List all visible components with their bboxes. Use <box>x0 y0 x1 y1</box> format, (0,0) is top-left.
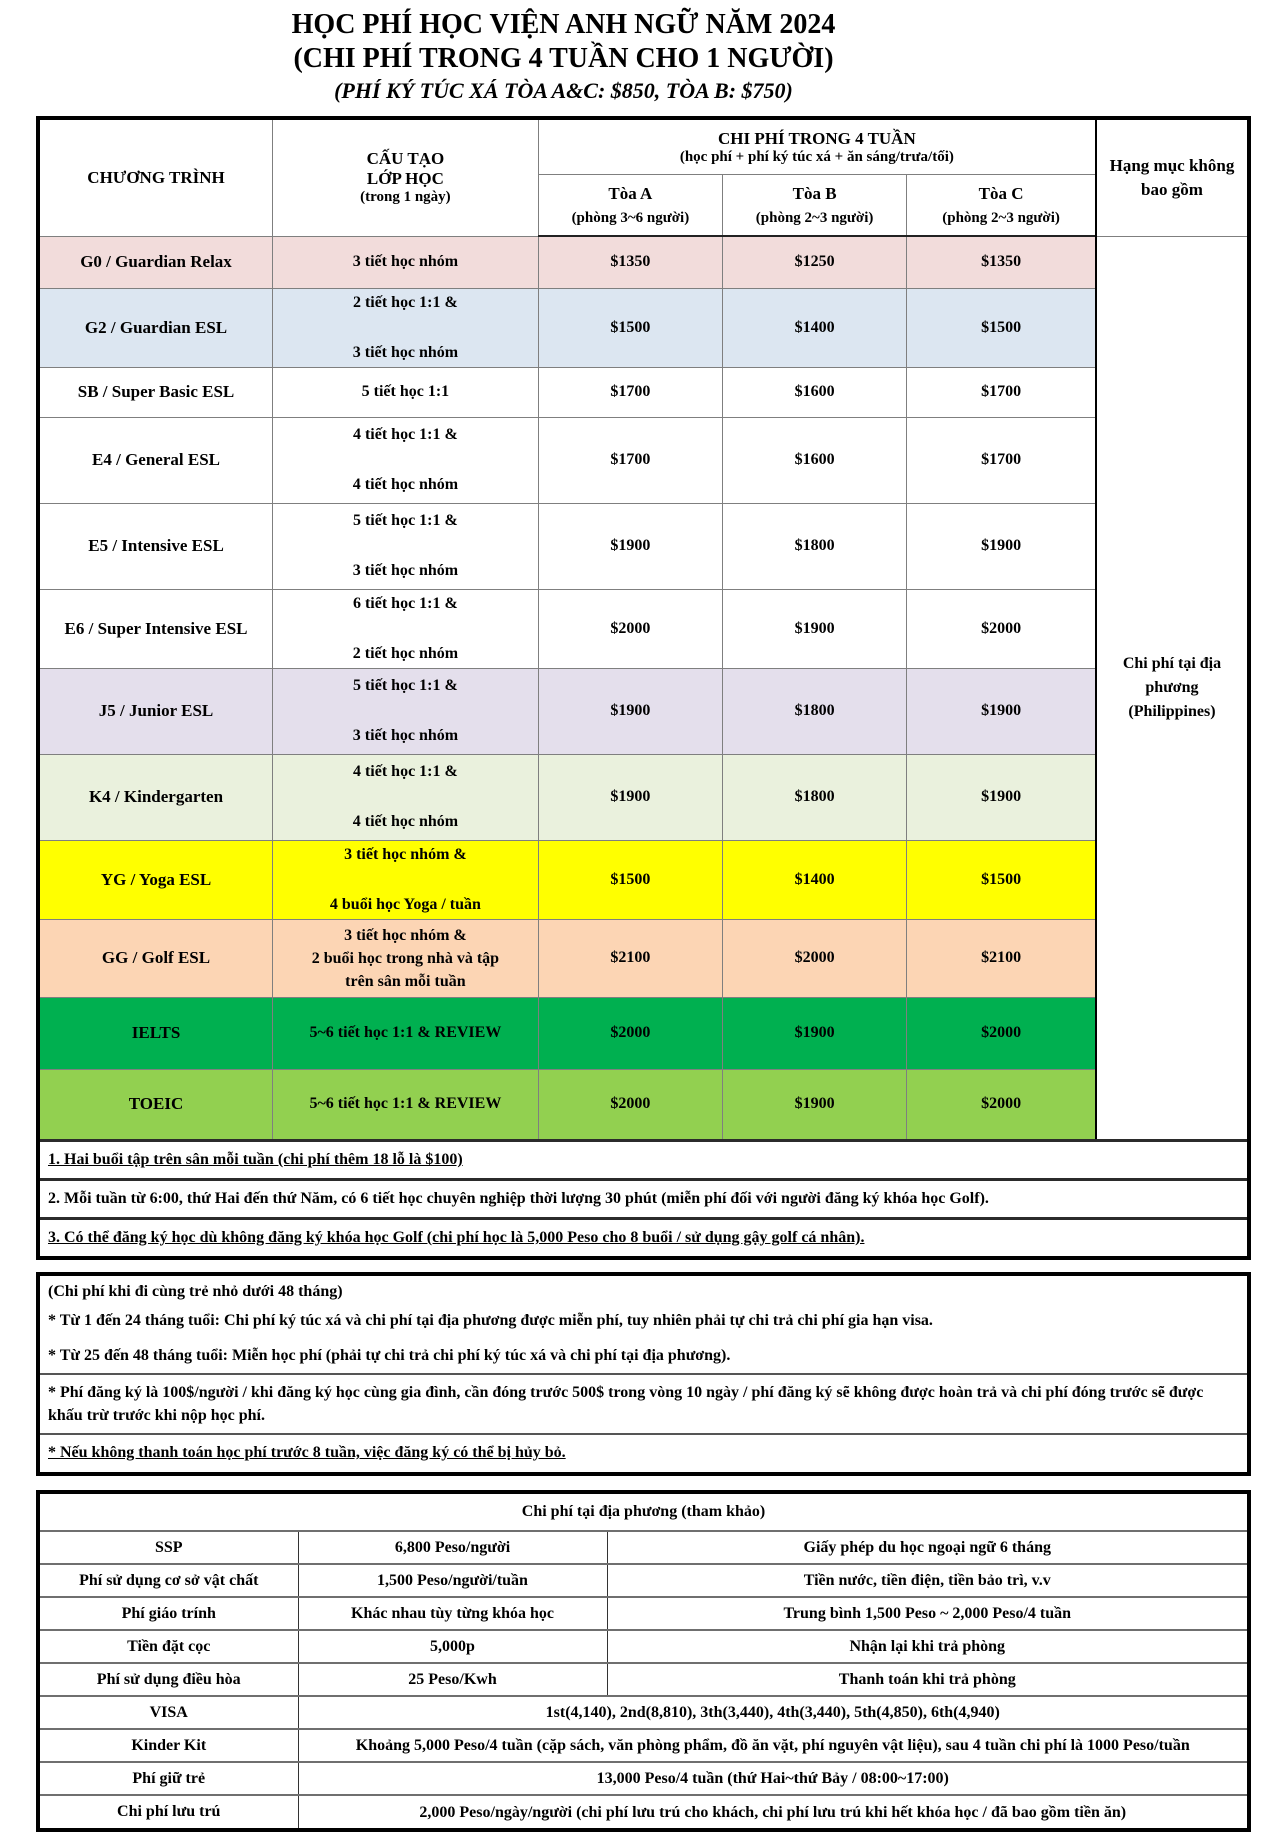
price-tower-b: $2000 <box>722 919 906 997</box>
tuition-table <box>40 120 1247 1139</box>
local-fees-table <box>40 1494 1247 1828</box>
price-tower-c: $2000 <box>907 1069 1096 1139</box>
tower-c-room: (phòng 2~3 người) <box>942 209 1060 226</box>
class-structure-line: 3 tiết học nhóm <box>352 727 459 744</box>
local-fee-row <box>40 1795 1247 1828</box>
fee-item-name: Kinder Kit <box>40 1729 298 1762</box>
price-tower-b: $1800 <box>722 754 906 840</box>
fee-merged-detail: Khoảng 5,000 Peso/4 tuần (cặp sách, văn phòng phẩm, đồ ăn vặt, phí nguyên vật liệu), sau 4 tuần chi phí là 1000 Peso/tuần <box>298 1729 1247 1762</box>
local-fee-row <box>40 1564 1247 1597</box>
class-structure-line: 4 tiết học nhóm <box>352 813 459 830</box>
program-name: YG / Yoga ESL <box>40 840 273 919</box>
program-name: GG / Golf ESL <box>40 919 273 997</box>
fee-merged-detail: 1st(4,140), 2nd(8,810), 3th(3,440), 4th(3,440), 5th(4,850), 6th(4,940) <box>298 1696 1247 1729</box>
price-tower-c: $1900 <box>907 668 1096 754</box>
excluded-note-line1: Chi phí tại địa phương <box>1122 654 1222 696</box>
footnote-text: 3. Có thể đăng ký học dù không đăng ký khóa học Golf (chi phí học là 5,000 Peso cho 8 buổi / sử dụng gậy golf cá nhân). <box>48 1229 865 1246</box>
title-line-1: HỌC PHÍ HỌC VIỆN ANH NGỮ NĂM 2024 <box>291 9 836 40</box>
class-structure <box>273 754 539 840</box>
price-tower-a: $1350 <box>538 236 722 288</box>
price-tower-a: $1700 <box>538 367 722 417</box>
tuition-table-box <box>36 116 1251 1260</box>
program-name: G2 / Guardian ESL <box>40 288 273 367</box>
price-tower-a: $2000 <box>538 589 722 668</box>
price-tower-b: $1400 <box>722 840 906 919</box>
class-structure-line: 4 buổi học Yoga / tuần <box>329 895 481 913</box>
structure-header-line1: CẤU TẠO <box>366 149 445 169</box>
tower-c-name: Tòa C <box>978 183 1024 203</box>
child-fees-heading: (Chi phí khi đi cùng trẻ nhỏ dưới 48 tháng) <box>48 1283 343 1300</box>
price-tower-c: $1700 <box>907 367 1096 417</box>
fee-cost: 5,000p <box>298 1630 607 1663</box>
class-structure-line: 2 tiết học 1:1 & <box>352 293 458 311</box>
fee-item-name: Phí sử dụng điều hòa <box>40 1663 298 1696</box>
fee-item-name: Phí giáo trính <box>40 1597 298 1630</box>
footnote <box>40 1139 1247 1178</box>
table-row <box>40 754 1247 840</box>
column-header-program: CHƯƠNG TRÌNH <box>40 120 273 236</box>
fee-description: Giấy phép du học ngoại ngữ 6 tháng <box>607 1531 1247 1564</box>
table-row <box>40 589 1247 668</box>
child-note <box>40 1373 1247 1433</box>
local-fees-box <box>36 1490 1251 1832</box>
child-note <box>40 1303 1247 1338</box>
title-line-3: (PHÍ KÝ TÚC XÁ TÒA A&C: $850, TÒA B: $750) <box>334 78 793 103</box>
table-row <box>40 503 1247 589</box>
footnote <box>40 1178 1247 1217</box>
class-structure-line: 3 tiết học nhóm & <box>344 845 467 863</box>
program-name: SB / Super Basic ESL <box>40 367 273 417</box>
structure-header-line2: LỚP HỌC <box>366 169 444 189</box>
table-row <box>40 919 1247 997</box>
class-structure-line: 5 tiết học 1:1 & <box>352 512 458 529</box>
table-row <box>40 668 1247 754</box>
class-structure-line: 2 tiết học nhóm <box>352 644 459 662</box>
price-tower-a: $1500 <box>538 840 722 919</box>
class-structure-line: 3 tiết học nhóm <box>352 562 459 579</box>
excluded-items-note <box>1096 236 1247 1139</box>
fee-cost: Khác nhau tùy từng khóa học <box>298 1597 607 1630</box>
child-note-text: * Từ 25 đến 48 tháng tuổi: Miễn học phí (phải tự chi trả chi phí ký túc xá và chi phí tại địa phương). <box>48 1347 731 1364</box>
column-header-tower-c <box>907 175 1096 237</box>
price-tower-b: $1400 <box>722 288 906 367</box>
local-fee-row <box>40 1762 1247 1795</box>
class-structure-line: trên sân mỗi tuần <box>345 972 466 990</box>
document-title <box>36 8 1091 106</box>
tower-a-name: Tòa A <box>608 183 653 203</box>
class-structure <box>273 1069 539 1139</box>
program-name: K4 / Kindergarten <box>40 754 273 840</box>
price-tower-c: $2000 <box>907 589 1096 668</box>
tower-b-room: (phòng 2~3 người) <box>755 209 874 226</box>
footnote-text: 1. Hai buổi tập trên sân mỗi tuần (chi phí thêm 18 lỗ là $100) <box>48 1151 463 1168</box>
price-tower-c: $2100 <box>907 919 1096 997</box>
price-tower-c: $1350 <box>907 236 1096 288</box>
local-fees-title: Chi phí tại địa phương (tham khảo) <box>40 1494 1247 1531</box>
fee-item-name: Phí giữ trẻ <box>40 1762 298 1795</box>
fee-item-name: VISA <box>40 1696 298 1729</box>
program-name: TOEIC <box>40 1069 273 1139</box>
class-structure-line: 4 tiết học nhóm <box>352 476 459 493</box>
fee-merged-detail: 2,000 Peso/ngày/người (chi phí lưu trú cho khách, chi phí lưu trú khi hết khóa học / đã bao gồm tiền ăn) <box>298 1795 1247 1828</box>
price-tower-c: $1500 <box>907 840 1096 919</box>
title-line-2: (CHI PHÍ TRONG 4 TUẦN CHO 1 NGƯỜI) <box>293 43 834 74</box>
program-name: G0 / Guardian Relax <box>40 236 273 288</box>
price-tower-b: $1900 <box>722 1069 906 1139</box>
program-name: E4 / General ESL <box>40 417 273 503</box>
class-structure-line: 3 tiết học nhóm <box>352 343 459 361</box>
price-tower-b: $1800 <box>722 503 906 589</box>
class-structure-line: 5~6 tiết học 1:1 & REVIEW <box>309 1095 502 1113</box>
column-header-tower-b <box>722 175 906 237</box>
program-name: E6 / Super Intensive ESL <box>40 589 273 668</box>
local-fee-row <box>40 1729 1247 1762</box>
price-tower-a: $1900 <box>538 668 722 754</box>
price-tower-c: $1700 <box>907 417 1096 503</box>
price-tower-b: $1600 <box>722 367 906 417</box>
price-tower-c: $2000 <box>907 997 1096 1069</box>
local-fee-row <box>40 1531 1247 1564</box>
price-tower-a: $1900 <box>538 503 722 589</box>
price-tower-c: $1900 <box>907 503 1096 589</box>
fee-description: Tiền nước, tiền điện, tiền bảo trì, v.v <box>607 1564 1247 1597</box>
price-tower-b: $1250 <box>722 236 906 288</box>
class-structure-line: 6 tiết học 1:1 & <box>352 594 458 612</box>
price-tower-a: $2000 <box>538 1069 722 1139</box>
price-tower-b: $1800 <box>722 668 906 754</box>
program-name: E5 / Intensive ESL <box>40 503 273 589</box>
class-structure-line: 4 tiết học 1:1 & <box>352 763 458 780</box>
table-row <box>40 367 1247 417</box>
program-name: IELTS <box>40 997 273 1069</box>
price-tower-a: $2000 <box>538 997 722 1069</box>
class-structure <box>273 417 539 503</box>
fee-description: Thanh toán khi trả phòng <box>607 1663 1247 1696</box>
fee-cost: 1,500 Peso/người/tuần <box>298 1564 607 1597</box>
table-row <box>40 236 1247 288</box>
price-tower-c: $1900 <box>907 754 1096 840</box>
class-structure-line: 3 tiết học nhóm <box>352 253 459 270</box>
cost-group-line1: CHI PHÍ TRONG 4 TUẦN <box>718 128 916 148</box>
footnote <box>40 1217 1247 1256</box>
structure-header-line3: (trong 1 ngày) <box>360 189 451 206</box>
price-tower-a: $2100 <box>538 919 722 997</box>
child-note <box>40 1433 1247 1470</box>
child-note-text: * Phí đăng ký là 100$/người / khi đăng ký học cùng gia đình, cần đóng trước 500$ trong vòng 10 ngày / phí đăng ký sẽ không được hoàn trả và chi phí đóng trước sẽ được khấu trừ trước khi nộp học phí. <box>48 1384 1204 1424</box>
fee-item-name: Tiền đặt cọc <box>40 1630 298 1663</box>
local-fee-row <box>40 1630 1247 1663</box>
class-structure <box>273 919 539 997</box>
price-tower-b: $1900 <box>722 589 906 668</box>
fee-description: Nhận lại khi trả phòng <box>607 1630 1247 1663</box>
column-header-cost-group <box>538 120 1096 175</box>
fee-merged-detail: 13,000 Peso/4 tuần (thứ Hai~thứ Bảy / 08:00~17:00) <box>298 1762 1247 1795</box>
class-structure-line: 2 buổi học trong nhà và tập <box>311 949 500 967</box>
class-structure-line: 5 tiết học 1:1 <box>361 383 450 400</box>
class-structure <box>273 840 539 919</box>
class-structure <box>273 236 539 288</box>
child-note-text: * Từ 1 đến 24 tháng tuổi: Chi phí ký túc xá và chi phí tại địa phương được miễn phí, tuy nhiên phải tự chi trả chi phí gia hạn visa. <box>48 1312 933 1329</box>
price-tower-a: $1900 <box>538 754 722 840</box>
program-rows <box>40 236 1247 1139</box>
cost-group-line2: (học phí + phí ký túc xá + ăn sáng/trưa/tối) <box>679 148 954 165</box>
header-row-group <box>40 120 1247 175</box>
fee-cost: 25 Peso/Kwh <box>298 1663 607 1696</box>
class-structure-line: 4 tiết học 1:1 & <box>352 426 458 443</box>
column-header-excluded: Hạng mục không bao gồm <box>1096 120 1247 236</box>
tower-a-room: (phòng 3~6 người) <box>571 209 690 226</box>
fee-cost: 6,800 Peso/người <box>298 1531 607 1564</box>
fee-description: Trung bình 1,500 Peso ~ 2,000 Peso/4 tuần <box>607 1597 1247 1630</box>
fee-item-name: Phí sử dụng cơ sở vật chất <box>40 1564 298 1597</box>
column-header-structure <box>273 120 539 236</box>
class-structure <box>273 288 539 367</box>
excluded-note-line2: (Philippines) <box>1128 702 1216 720</box>
class-structure-line: 5~6 tiết học 1:1 & REVIEW <box>309 1024 502 1041</box>
local-fee-row <box>40 1696 1247 1729</box>
class-structure-line: 3 tiết học nhóm & <box>344 926 467 944</box>
table-row <box>40 288 1247 367</box>
local-fees-rows <box>40 1531 1247 1828</box>
table-row <box>40 840 1247 919</box>
child-fees-notes <box>40 1303 1247 1470</box>
class-structure <box>273 503 539 589</box>
fee-item-name: SSP <box>40 1531 298 1564</box>
table-row <box>40 417 1247 503</box>
footnote-text: 2. Mỗi tuần từ 6:00, thứ Hai đến thứ Năm, có 6 tiết học chuyên nghiệp thời lượng 30 phút (miễn phí đối với người đăng ký khóa học Golf). <box>48 1190 989 1207</box>
class-structure-line: 5 tiết học 1:1 & <box>352 677 458 694</box>
child-fees-box <box>36 1272 1251 1476</box>
price-tower-c: $1500 <box>907 288 1096 367</box>
child-note-text: * Nếu không thanh toán học phí trước 8 tuần, việc đăng ký có thể bị hủy bỏ. <box>48 1444 566 1461</box>
fee-item-name: Chi phí lưu trú <box>40 1795 298 1828</box>
column-header-tower-a <box>538 175 722 237</box>
local-fee-row <box>40 1663 1247 1696</box>
local-fee-row <box>40 1597 1247 1630</box>
local-fees-header-row <box>40 1494 1247 1531</box>
price-tower-a: $1700 <box>538 417 722 503</box>
tower-b-name: Tòa B <box>792 183 837 203</box>
price-tower-b: $1900 <box>722 997 906 1069</box>
footnotes <box>40 1139 1247 1256</box>
class-structure <box>273 668 539 754</box>
table-row <box>40 997 1247 1069</box>
table-row <box>40 1069 1247 1139</box>
price-tower-b: $1600 <box>722 417 906 503</box>
child-note <box>40 1338 1247 1373</box>
class-structure <box>273 997 539 1069</box>
class-structure <box>273 367 539 417</box>
program-name: J5 / Junior ESL <box>40 668 273 754</box>
price-tower-a: $1500 <box>538 288 722 367</box>
class-structure <box>273 589 539 668</box>
